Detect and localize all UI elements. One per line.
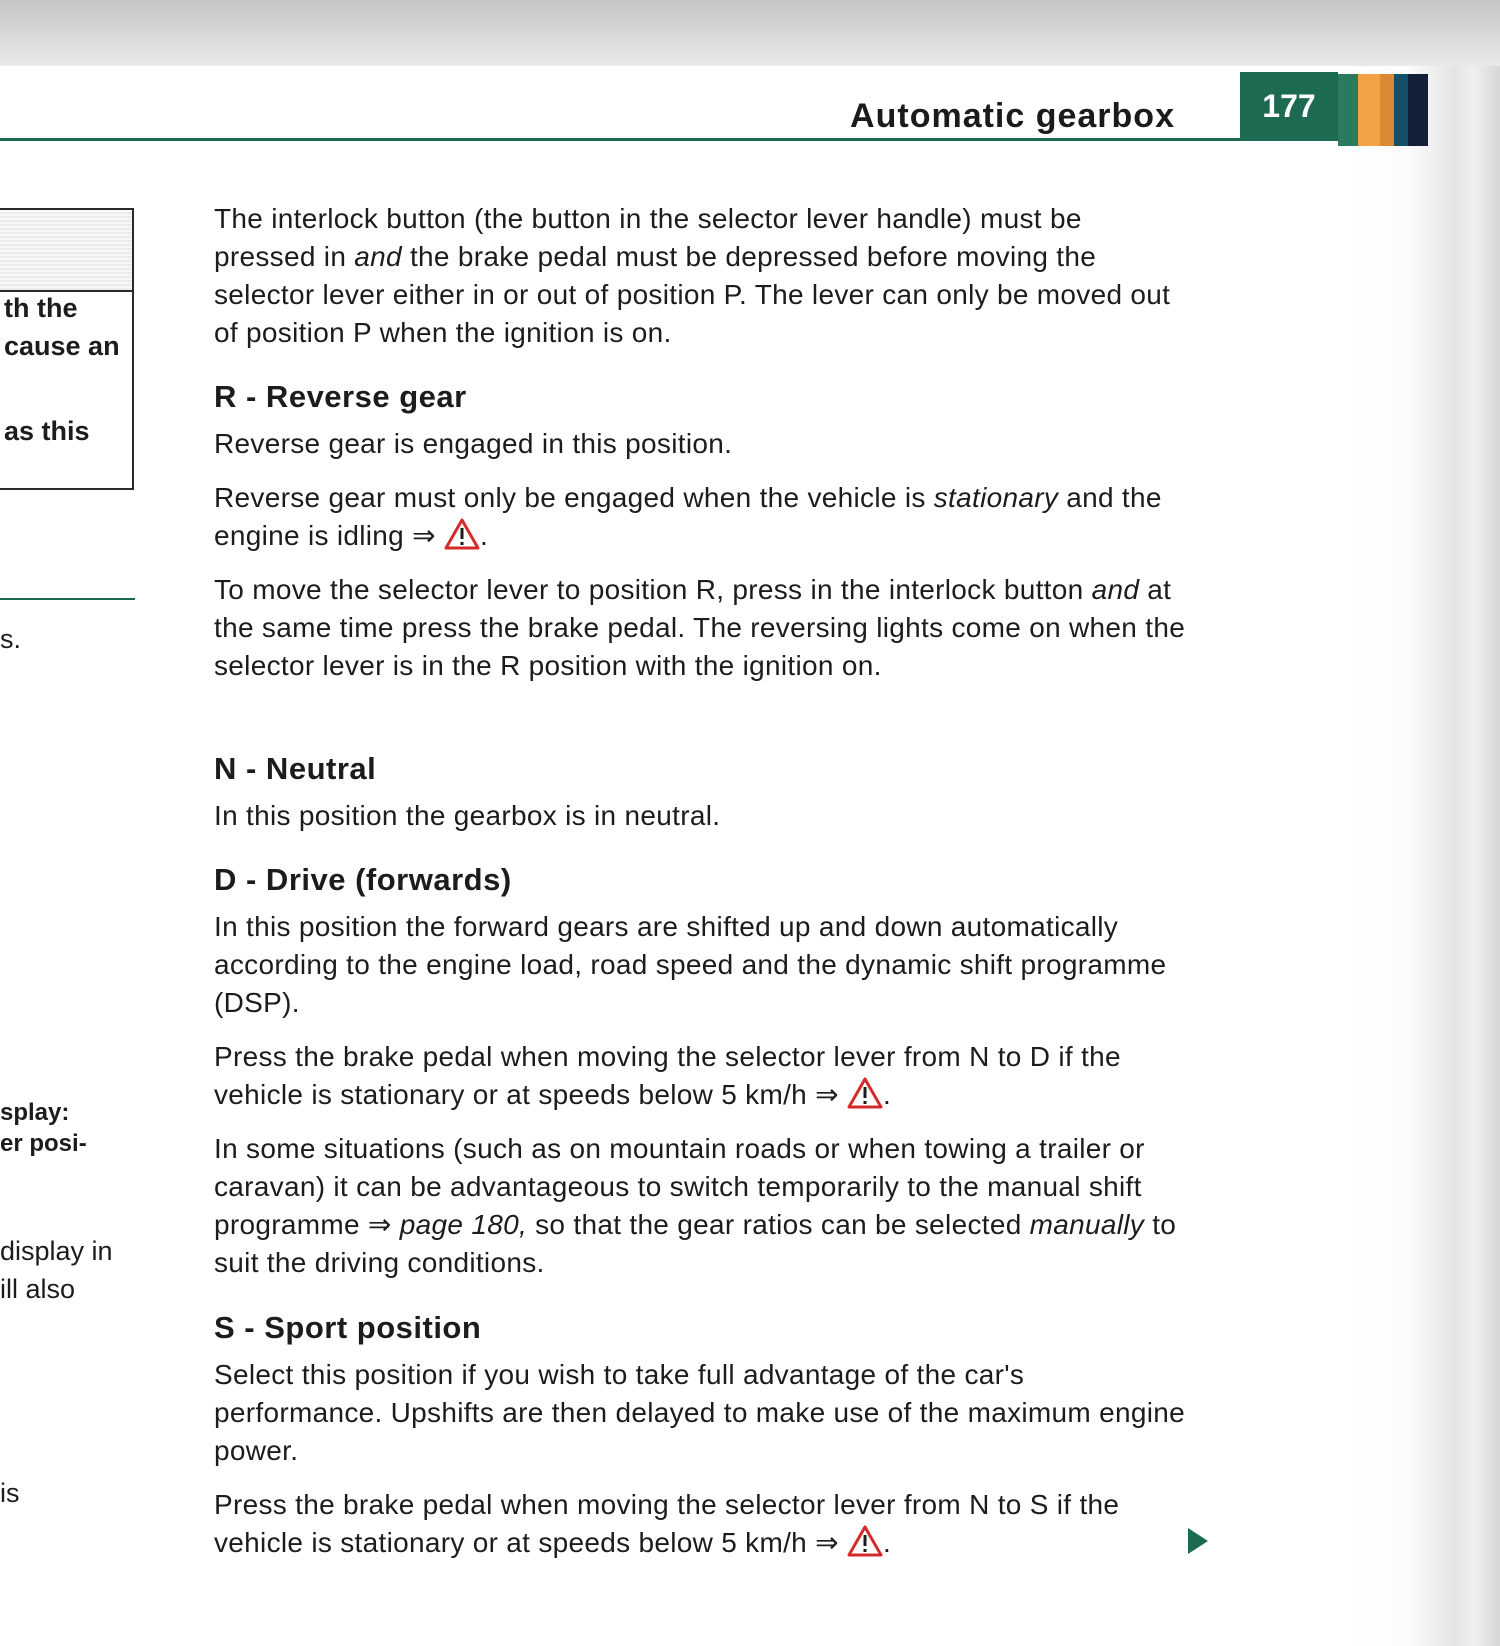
page-reference-link[interactable]: page 180, — [399, 1209, 528, 1240]
left-fragment: is — [0, 1478, 20, 1508]
left-fragment: display in — [0, 1236, 113, 1266]
chapter-tab — [1358, 74, 1380, 146]
drive-paragraph-2: Press the brake pedal when moving the selector lever from N to D if the vehicle is stationary or at speeds below 5 km/h ⇒ . — [214, 1041, 1121, 1110]
warning-triangle-icon[interactable] — [847, 1077, 883, 1109]
reverse-heading: R - Reverse gear — [214, 379, 467, 414]
sport-heading: S - Sport position — [214, 1310, 482, 1345]
reverse-paragraph-2: Reverse gear must only be engaged when the vehicle is stationary and the engine is idling ⇒ . — [214, 482, 1162, 551]
left-fragment: splay: — [0, 1099, 70, 1126]
left-box-text: as this — [4, 416, 90, 446]
left-warning-box-header — [0, 210, 132, 292]
left-fragment: s. — [0, 624, 22, 654]
reverse-paragraph-3: To move the selector lever to position R, press in the interlock button and at the same time press the brake pedal. The reversing lights come on when the selector lever is in the R position with the ignition on. — [214, 574, 1186, 681]
left-rule — [0, 598, 135, 600]
left-fragment: ill also — [0, 1274, 76, 1304]
left-fragment: er posi- — [0, 1130, 87, 1157]
sport-paragraph-2: Press the brake pedal when moving the selector lever from N to S if the vehicle is stationary or at speeds below 5 km/h ⇒ . — [214, 1489, 1120, 1558]
page-binding-shadow — [1350, 66, 1500, 1646]
drive-paragraph-3: In some situations (such as on mountain roads or when towing a trailer or caravan) it can be advantageous to switch temporarily to the manual shift programme ⇒ page 180, so that the gear ratios can be selected manually to suit the driving conditions. — [214, 1133, 1177, 1278]
page-top-shade — [0, 0, 1500, 66]
left-box-text: th the — [4, 293, 78, 323]
chapter-tab — [1338, 74, 1358, 146]
neutral-heading: N - Neutral — [214, 751, 377, 786]
chapter-tab — [1380, 74, 1394, 146]
header-rule — [0, 138, 1375, 141]
sport-paragraph-1: Select this position if you wish to take full advantage of the car's performance. Upshifts are then delayed to make use of the maximum engine power. — [214, 1359, 1185, 1466]
warning-triangle-icon[interactable] — [847, 1525, 883, 1557]
warning-triangle-icon[interactable] — [444, 518, 480, 550]
chapter-tab — [1394, 74, 1408, 146]
page-title: Automatic gearbox — [850, 97, 1175, 135]
drive-paragraph-1: In this position the forward gears are shifted up and down automatically according to the engine load, road speed and the dynamic shift programme (DSP). — [214, 911, 1167, 1018]
drive-heading: D - Drive (forwards) — [214, 862, 512, 897]
reverse-paragraph-1: Reverse gear is engaged in this position. — [214, 428, 733, 459]
page-number: 177 — [1240, 72, 1338, 140]
neutral-paragraph: In this position the gearbox is in neutral. — [214, 800, 721, 831]
left-box-text: cause an — [4, 331, 120, 361]
chapter-tab — [1408, 74, 1428, 146]
intro-paragraph: The interlock button (the button in the selector lever handle) must be pressed in and the brake pedal must be depressed before moving the selector lever either in or out of position P. The lever can only be moved out of position P when the ignition is on. — [214, 203, 1171, 348]
next-page-arrow-icon[interactable] — [1188, 1528, 1208, 1554]
